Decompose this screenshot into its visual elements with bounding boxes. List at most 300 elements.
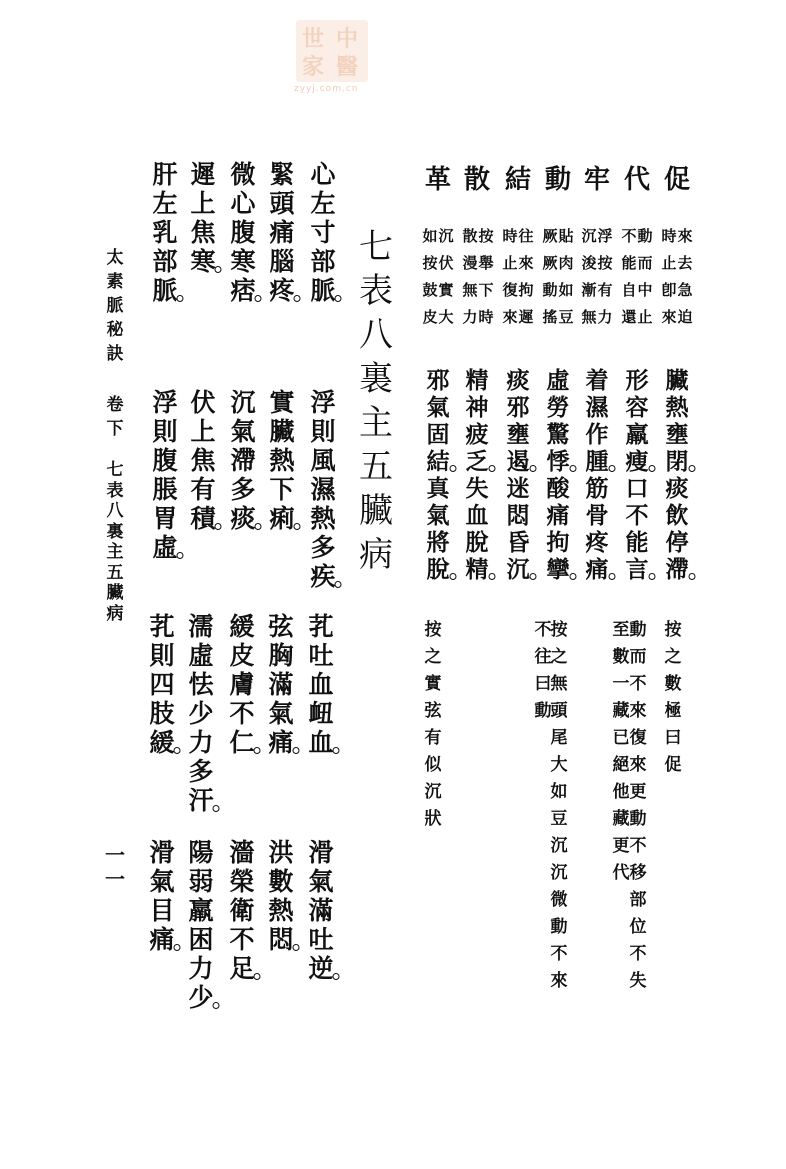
character: 不	[629, 944, 647, 964]
character: 而	[637, 254, 653, 272]
character: 邪	[426, 367, 450, 394]
character: 痛	[149, 925, 175, 954]
character: 熱	[269, 446, 295, 475]
character: 止	[661, 254, 677, 272]
character: 逆	[308, 954, 334, 983]
pulse-heading	[505, 165, 531, 195]
character: 臟	[269, 417, 295, 446]
character: 濕	[585, 394, 609, 421]
book-title	[107, 246, 124, 366]
character: 言	[625, 556, 649, 583]
pulse-note-right	[438, 223, 453, 331]
character: 沉	[550, 863, 568, 883]
character: 氣	[426, 394, 450, 421]
character: 不	[229, 699, 255, 728]
character: 自	[621, 281, 637, 299]
section-line	[269, 388, 294, 533]
character: 緊	[269, 160, 295, 189]
character: 八	[359, 315, 393, 355]
character: 往	[534, 647, 552, 667]
character: 失	[629, 971, 647, 991]
character: 下	[269, 475, 295, 504]
character: 還	[621, 308, 637, 326]
character: 胃	[152, 504, 178, 533]
character: 來	[502, 308, 518, 326]
section-line	[308, 612, 333, 757]
character: 熱	[665, 394, 689, 421]
annotation-right	[551, 617, 568, 995]
character: 則	[152, 417, 178, 446]
character: 訣	[106, 344, 124, 364]
character: 促	[664, 755, 682, 775]
pulse-heading	[624, 165, 650, 195]
character: 目	[149, 896, 175, 925]
character: 痰	[230, 504, 256, 533]
character: 急	[677, 281, 693, 299]
character: 素	[106, 272, 124, 292]
character: 將	[426, 529, 450, 556]
character: 悶	[268, 925, 294, 954]
character: 來	[518, 254, 534, 272]
character: 疾	[310, 562, 336, 591]
character: 皮	[229, 641, 255, 670]
character: 少	[188, 983, 214, 1012]
character: 沉	[550, 836, 568, 856]
character: 大	[438, 308, 454, 326]
character: 表	[106, 480, 124, 501]
character: 痛	[269, 218, 295, 247]
character: 時	[478, 308, 494, 326]
character: 緩	[149, 728, 175, 757]
character: 羸	[188, 896, 214, 925]
character: 滯	[230, 446, 256, 475]
character: 氣	[149, 867, 175, 896]
pulse-note-right	[478, 223, 493, 331]
section-line	[229, 612, 254, 757]
character: 表	[359, 271, 393, 311]
character: 不	[629, 836, 647, 856]
character: 狀	[424, 809, 442, 829]
pulse-note-right	[677, 223, 692, 331]
watermark-char: 家	[302, 54, 325, 80]
watermark-char: 醫	[336, 54, 359, 80]
character: 腹	[230, 218, 256, 247]
character: 真	[426, 475, 450, 502]
character: 大	[550, 755, 568, 775]
character: 漸	[581, 281, 597, 299]
section-line	[149, 838, 174, 954]
character: 曰	[664, 728, 682, 748]
character: 驚	[546, 421, 570, 448]
character: 浮	[310, 388, 336, 417]
character: 結	[504, 165, 532, 195]
character: 復	[502, 281, 518, 299]
character: 部	[310, 247, 336, 276]
section-line	[230, 160, 255, 305]
character: 按	[550, 620, 568, 640]
character: 無	[581, 308, 597, 326]
section-line	[190, 388, 215, 533]
character: 有	[190, 475, 216, 504]
character: 吐	[308, 925, 334, 954]
character: 少	[188, 699, 214, 728]
character: 動	[542, 281, 558, 299]
character: 主	[359, 403, 393, 443]
character: 按	[424, 620, 442, 640]
character: 至	[612, 620, 630, 640]
annotation	[665, 617, 682, 779]
character: 他	[612, 782, 630, 802]
character: 乏	[465, 448, 489, 475]
pulse-note-left	[621, 223, 636, 331]
pulse-line	[586, 367, 609, 583]
character: 太	[106, 248, 124, 268]
character: 寒	[230, 247, 256, 276]
character: 之	[550, 647, 568, 667]
character: 多	[310, 533, 336, 562]
character: 按	[422, 254, 438, 272]
watermark-url: zyyj.com.cn	[294, 84, 359, 94]
section-line	[152, 388, 177, 562]
character: 如	[422, 227, 438, 245]
character: 動	[544, 165, 572, 195]
character: 虛	[188, 641, 214, 670]
character: 不	[629, 674, 647, 694]
character: 不	[621, 227, 637, 245]
character: 遲	[518, 308, 534, 326]
pulse-line	[666, 367, 689, 583]
character: 仁	[229, 728, 255, 757]
character: 多	[188, 757, 214, 786]
character: 衄	[308, 699, 334, 728]
character: 拘	[518, 281, 534, 299]
character: 舉	[478, 254, 494, 272]
pulse-note-right	[597, 223, 612, 331]
character: 迷	[506, 475, 530, 502]
character: 邪	[506, 394, 530, 421]
character: 容	[625, 394, 649, 421]
character: 血	[465, 502, 489, 529]
character: 浮	[152, 388, 178, 417]
character: 能	[621, 254, 637, 272]
character: 力	[597, 308, 613, 326]
character: 固	[426, 421, 450, 448]
character: 疲	[465, 421, 489, 448]
character: 豆	[550, 809, 568, 829]
pulse-line	[626, 367, 649, 583]
character: 無	[550, 674, 568, 694]
character: 痰	[506, 367, 530, 394]
character: 口	[625, 475, 649, 502]
watermark-char: 世	[302, 26, 325, 52]
character: 脈	[106, 296, 124, 316]
section-line	[268, 612, 293, 757]
character: 肉	[558, 254, 574, 272]
character: 厥	[542, 227, 558, 245]
character: 一	[105, 843, 125, 867]
character: 迫	[677, 308, 693, 326]
character: 按	[664, 620, 682, 640]
character: 動	[629, 620, 647, 640]
chapter-label	[107, 460, 124, 624]
character: 伏	[190, 388, 216, 417]
character: 焦	[190, 218, 216, 247]
character: 去	[677, 254, 693, 272]
character: 焦	[190, 446, 216, 475]
character: 有	[597, 281, 613, 299]
character: 伏	[438, 254, 454, 272]
character: 乳	[152, 218, 178, 247]
character: 氣	[230, 417, 256, 446]
section-line	[308, 838, 333, 983]
character: 上	[190, 417, 216, 446]
character: 力	[462, 308, 478, 326]
section-line	[268, 838, 293, 954]
character: 五	[106, 562, 124, 583]
pulse-note-left	[502, 223, 517, 331]
character: 脈	[310, 276, 336, 305]
character: 部	[629, 890, 647, 910]
character: 已	[612, 728, 630, 748]
character: 而	[629, 647, 647, 667]
character: 腹	[152, 446, 178, 475]
character: 七	[106, 460, 124, 480]
character: 神	[465, 394, 489, 421]
character: 沉	[581, 227, 597, 245]
character: 鼓	[422, 281, 438, 299]
character: 榮	[229, 867, 255, 896]
character: 實	[438, 281, 454, 299]
annotation-left	[613, 617, 630, 887]
character: 血	[308, 670, 334, 699]
character: 散	[463, 165, 491, 195]
character: 痞	[230, 276, 256, 305]
character: 時	[661, 227, 677, 245]
character: 下	[106, 419, 124, 439]
character: 革	[424, 165, 452, 195]
character: 卽	[661, 281, 677, 299]
character: 滑	[149, 838, 175, 867]
character: 不	[550, 944, 568, 964]
character: 沉	[424, 782, 442, 802]
character: 芤	[149, 612, 175, 641]
character: 血	[308, 728, 334, 757]
section-line	[310, 388, 335, 591]
character: 陽	[188, 838, 214, 867]
character: 有	[424, 728, 442, 748]
character: 動	[534, 701, 552, 721]
character: 滿	[268, 670, 294, 699]
character: 悸	[546, 448, 570, 475]
section-line	[152, 160, 177, 305]
character: 浮	[597, 227, 613, 245]
character: 沉	[438, 227, 454, 245]
character: 肝	[152, 160, 178, 189]
character: 散	[462, 227, 478, 245]
character: 痢	[269, 504, 295, 533]
character: 吐	[308, 641, 334, 670]
character: 結	[426, 448, 450, 475]
character: 動	[550, 917, 568, 937]
character: 動	[637, 227, 653, 245]
character: 微	[550, 890, 568, 910]
character: 勞	[546, 394, 570, 421]
character: 滑	[308, 838, 334, 867]
character: 心	[230, 189, 256, 218]
character: 代	[623, 165, 651, 195]
character: 滯	[665, 556, 689, 583]
character: 不	[534, 620, 552, 640]
character: 脹	[152, 475, 178, 504]
section-line	[229, 838, 254, 983]
character: 則	[310, 417, 336, 446]
character: 來	[661, 308, 677, 326]
character: 牢	[583, 165, 611, 195]
character: 拘	[546, 529, 570, 556]
character: 弦	[424, 701, 442, 721]
character: 力	[188, 728, 214, 757]
character: 如	[558, 281, 574, 299]
character: 寸	[310, 218, 336, 247]
character: 動	[629, 809, 647, 829]
character: 按	[597, 254, 613, 272]
section-line	[310, 160, 335, 305]
character: 臟	[359, 491, 393, 531]
character: 豆	[558, 308, 574, 326]
character: 貼	[558, 227, 574, 245]
pulse-note-left	[462, 223, 477, 331]
character: 不	[229, 925, 255, 954]
character: 秘	[106, 320, 124, 340]
character: 五	[359, 447, 393, 487]
pulse-heading	[545, 165, 571, 195]
character: 更	[629, 782, 647, 802]
character: 滿	[308, 896, 334, 925]
character: 脫	[465, 529, 489, 556]
pulse-note-right	[637, 223, 652, 331]
character: 止	[637, 308, 653, 326]
pulse-heading	[664, 165, 690, 195]
character: 昏	[506, 529, 530, 556]
character: 極	[664, 701, 682, 721]
character: 芤	[308, 612, 334, 641]
character: 上	[190, 189, 216, 218]
character: 沉	[230, 388, 256, 417]
character: 實	[424, 674, 442, 694]
character: 閉	[665, 448, 689, 475]
character: 止	[502, 254, 518, 272]
character: 絕	[612, 755, 630, 775]
character: 頭	[269, 189, 295, 218]
character: 力	[188, 954, 214, 983]
character: 裏	[359, 359, 393, 399]
pulse-note-right	[558, 223, 573, 331]
watermark-logo	[296, 20, 368, 82]
pulse-heading	[425, 165, 451, 195]
character: 痛	[585, 556, 609, 583]
watermark-char: 中	[336, 26, 359, 52]
character: 促	[663, 165, 691, 195]
character: 一	[105, 867, 125, 891]
character: 飲	[665, 502, 689, 529]
character: 卷	[106, 395, 124, 415]
character: 曰	[534, 674, 552, 694]
character: 腦	[269, 247, 295, 276]
character: 酸	[546, 475, 570, 502]
character: 尾	[550, 728, 568, 748]
character: 氣	[268, 699, 294, 728]
character: 臟	[106, 583, 124, 603]
character: 位	[629, 917, 647, 937]
character: 壅	[665, 421, 689, 448]
character: 八	[106, 501, 124, 521]
section-line	[149, 612, 174, 757]
character: 弦	[268, 612, 294, 641]
character: 裏	[106, 521, 124, 542]
character: 無	[462, 281, 478, 299]
character: 脫	[426, 556, 450, 583]
character: 遲	[190, 160, 216, 189]
character: 之	[664, 647, 682, 667]
character: 心	[310, 160, 336, 189]
pulse-heading	[464, 165, 490, 195]
character: 下	[478, 281, 494, 299]
character: 氣	[308, 867, 334, 896]
page-number	[105, 843, 125, 891]
character: 來	[677, 227, 693, 245]
pulse-note-left	[661, 223, 676, 331]
character: 瘦	[625, 448, 649, 475]
character: 熱	[310, 504, 336, 533]
annotation-right	[630, 617, 647, 995]
character: 按	[478, 227, 494, 245]
character: 形	[625, 367, 649, 394]
character: 悶	[506, 502, 530, 529]
character: 代	[612, 863, 630, 883]
character: 頭	[550, 701, 568, 721]
character: 肢	[149, 699, 175, 728]
character: 骨	[585, 502, 609, 529]
character: 洪	[268, 838, 294, 867]
character: 衛	[229, 896, 255, 925]
annotation	[425, 617, 442, 833]
character: 主	[106, 542, 124, 562]
character: 數	[268, 867, 294, 896]
character: 移	[629, 863, 647, 883]
character: 筋	[585, 475, 609, 502]
character: 積	[190, 504, 216, 533]
character: 時	[502, 227, 518, 245]
character: 左	[152, 189, 178, 218]
character: 數	[612, 647, 630, 667]
character: 虛	[546, 367, 570, 394]
pulse-note-right	[518, 223, 533, 331]
character: 痰	[665, 475, 689, 502]
character: 七	[359, 227, 393, 267]
pulse-line	[427, 367, 450, 583]
pulse-note-left	[542, 223, 557, 331]
character: 虛	[152, 533, 178, 562]
pulse-line	[507, 367, 530, 583]
character: 怯	[188, 670, 214, 699]
character: 濇	[229, 838, 255, 867]
character: 遏	[506, 448, 530, 475]
character: 汗	[188, 786, 214, 815]
character: 疼	[585, 529, 609, 556]
character: 寒	[190, 247, 216, 276]
character: 復	[629, 728, 647, 748]
character: 風	[310, 446, 336, 475]
